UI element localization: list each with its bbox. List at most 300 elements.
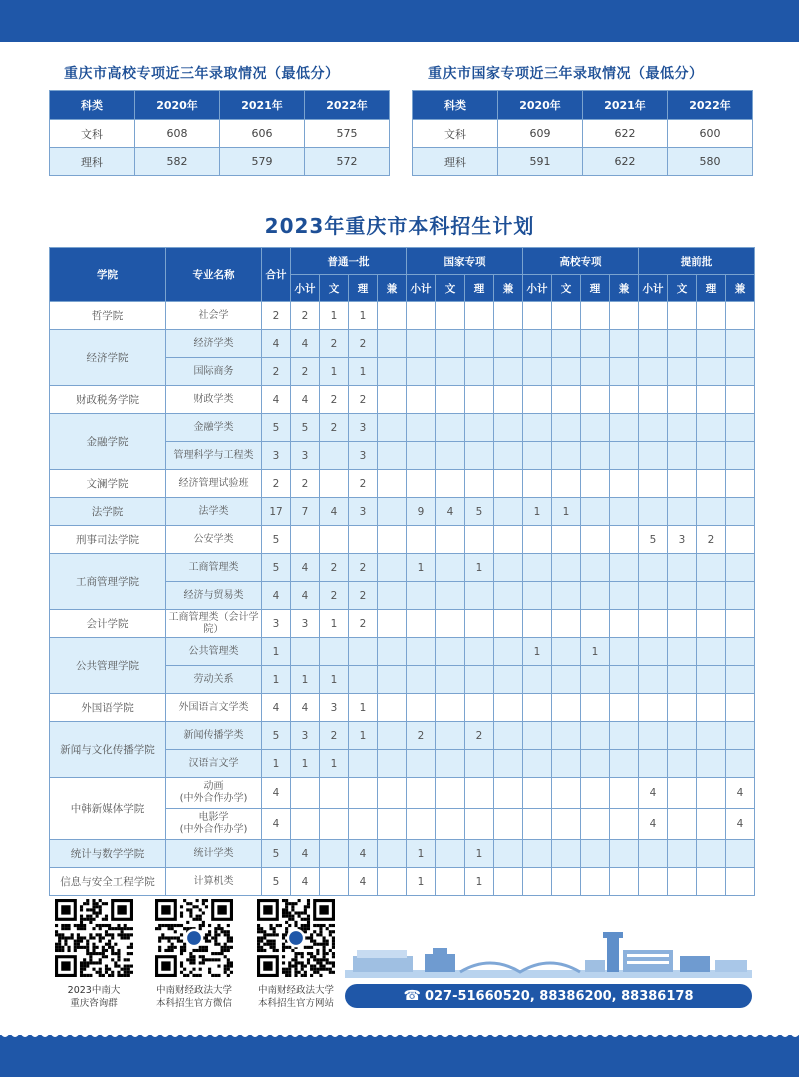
cell-count	[610, 358, 639, 386]
cell-count	[668, 582, 697, 610]
cell-count	[494, 610, 523, 638]
cell-count	[407, 470, 436, 498]
cell-count	[523, 694, 552, 722]
cell-count: 4	[349, 868, 378, 896]
table-row	[50, 414, 755, 442]
cell-count	[668, 386, 697, 414]
cell-count	[610, 722, 639, 750]
cell-count	[436, 610, 465, 638]
cell-count	[581, 778, 610, 809]
cell-count	[697, 778, 726, 809]
cell-count	[726, 302, 755, 330]
cell-count	[639, 302, 668, 330]
bottom-decor-band	[0, 1035, 799, 1077]
cell-count	[378, 582, 407, 610]
cell-count	[610, 638, 639, 666]
cell-count	[465, 442, 494, 470]
cell-count	[581, 442, 610, 470]
cell-count	[726, 358, 755, 386]
cell-count	[494, 526, 523, 554]
cell-count	[465, 778, 494, 809]
cell-count	[320, 638, 349, 666]
cell-count	[320, 442, 349, 470]
header-total: 合计	[262, 248, 291, 302]
cell-count: 3	[349, 498, 378, 526]
cell-total: 2	[262, 358, 291, 386]
cell-count: 4	[291, 840, 320, 868]
cell-count	[523, 386, 552, 414]
cell-count: 2	[320, 582, 349, 610]
cell-count: 1	[349, 358, 378, 386]
subheader-cell: 理	[465, 275, 494, 302]
cell-count: 3	[320, 694, 349, 722]
cell-count	[581, 386, 610, 414]
cell-count	[523, 809, 552, 840]
cell-count	[494, 778, 523, 809]
cell-count	[494, 666, 523, 694]
cell-count	[494, 582, 523, 610]
cell-count: 7	[291, 498, 320, 526]
cell-college: 会计学院	[50, 610, 166, 638]
cell-college: 统计与数学学院	[50, 840, 166, 868]
cell-count	[407, 750, 436, 778]
cell-count	[639, 638, 668, 666]
cell-total: 4	[262, 582, 291, 610]
cell-count: 2	[320, 386, 349, 414]
cell-count	[465, 610, 494, 638]
cell-total: 1	[262, 750, 291, 778]
subheader-cell: 兼	[494, 275, 523, 302]
cell-count	[639, 694, 668, 722]
cell-count	[436, 330, 465, 358]
cell-count	[697, 666, 726, 694]
cell-count	[378, 722, 407, 750]
cell-major	[166, 694, 262, 722]
cell-count	[436, 750, 465, 778]
cell-count	[552, 302, 581, 330]
cell-count	[465, 358, 494, 386]
cell-count: 4	[349, 840, 378, 868]
cell-count	[523, 470, 552, 498]
cell-count	[494, 302, 523, 330]
cell-count	[639, 386, 668, 414]
cell-count	[523, 778, 552, 809]
cell-count: 4	[639, 778, 668, 809]
cell-count	[610, 498, 639, 526]
cell-count: 1	[320, 610, 349, 638]
cell-count	[610, 330, 639, 358]
cell-count	[581, 358, 610, 386]
cell-count	[320, 778, 349, 809]
cell-major-text: 财政学类	[193, 393, 234, 405]
cell-count	[552, 610, 581, 638]
cell-score: 572	[305, 148, 390, 176]
cell-major-text: 经济管理试验班	[178, 477, 249, 489]
cell-count	[320, 470, 349, 498]
cell-count	[610, 470, 639, 498]
cell-major	[166, 868, 262, 896]
table-row	[50, 638, 755, 666]
table-row	[50, 694, 755, 722]
cell-score: 600	[668, 120, 753, 148]
cell-count	[407, 638, 436, 666]
cell-count: 1	[465, 840, 494, 868]
cell-count	[552, 386, 581, 414]
subheader-cell: 小计	[639, 275, 668, 302]
cell-count	[291, 638, 320, 666]
cell-count	[581, 722, 610, 750]
cell-college: 金融学院	[50, 414, 166, 470]
cell-count: 1	[465, 554, 494, 582]
cell-major-text: 劳动关系	[193, 673, 234, 685]
cell-count	[407, 582, 436, 610]
cell-count	[407, 330, 436, 358]
cell-major	[166, 330, 262, 358]
cell-count	[668, 666, 697, 694]
subheader-cell: 小计	[291, 275, 320, 302]
cell-count	[668, 610, 697, 638]
cell-count	[465, 638, 494, 666]
cell-college: 经济学院	[50, 330, 166, 386]
cell-total: 1	[262, 638, 291, 666]
cell-count	[436, 582, 465, 610]
cell-count	[494, 442, 523, 470]
cell-count	[407, 442, 436, 470]
cell-count	[639, 414, 668, 442]
cell-count	[494, 694, 523, 722]
cell-count	[697, 840, 726, 868]
cell-count	[552, 868, 581, 896]
cell-count: 2	[291, 302, 320, 330]
subheader-cell: 文	[320, 275, 349, 302]
cell-major	[166, 358, 262, 386]
cell-count	[436, 778, 465, 809]
cell-category: 理科	[50, 148, 135, 176]
cell-count	[552, 840, 581, 868]
subheader-cell: 小计	[407, 275, 436, 302]
cell-count	[697, 554, 726, 582]
cell-count	[436, 809, 465, 840]
cell-count	[581, 666, 610, 694]
cell-count	[581, 554, 610, 582]
cell-count	[436, 302, 465, 330]
cell-count: 2	[349, 386, 378, 414]
cell-count: 1	[523, 638, 552, 666]
header-2022: 2022年	[305, 91, 390, 120]
cell-total: 4	[262, 778, 291, 809]
subheader-cell: 兼	[378, 275, 407, 302]
cell-count	[552, 414, 581, 442]
cell-count	[668, 694, 697, 722]
cell-count	[697, 498, 726, 526]
cell-count	[581, 498, 610, 526]
table-national-special	[412, 90, 753, 176]
header-major: 专业名称	[166, 248, 262, 302]
cell-score: 609	[498, 120, 583, 148]
cell-category: 文科	[413, 120, 498, 148]
cell-count: 1	[291, 666, 320, 694]
cell-score: 622	[583, 148, 668, 176]
table-row	[50, 840, 755, 868]
cell-count	[407, 694, 436, 722]
cell-score: 582	[135, 148, 220, 176]
cell-count	[668, 414, 697, 442]
cell-total: 5	[262, 868, 291, 896]
cell-major	[166, 610, 262, 638]
contact-phone-bar	[345, 984, 752, 1008]
cell-count	[523, 750, 552, 778]
cell-count	[581, 750, 610, 778]
cell-count	[523, 582, 552, 610]
cell-major	[166, 470, 262, 498]
cell-count	[494, 498, 523, 526]
qr-caption-2	[139, 984, 249, 1010]
cell-count	[697, 750, 726, 778]
cell-count	[639, 666, 668, 694]
cell-major-text: 经济与贸易类	[183, 589, 244, 601]
cell-count	[639, 610, 668, 638]
cell-count	[581, 302, 610, 330]
cell-count	[639, 722, 668, 750]
cell-count	[552, 638, 581, 666]
cell-count: 1	[320, 750, 349, 778]
cell-count	[581, 694, 610, 722]
table-row	[50, 778, 755, 809]
header-group-university: 高校专项	[523, 248, 639, 275]
cell-count	[552, 666, 581, 694]
cell-count: 1	[407, 868, 436, 896]
cell-count	[436, 414, 465, 442]
cell-count	[465, 302, 494, 330]
cell-major-text: 管理科学与工程类	[173, 449, 254, 461]
cell-count	[639, 840, 668, 868]
cell-major	[166, 666, 262, 694]
cell-count	[378, 809, 407, 840]
cell-count	[552, 722, 581, 750]
cell-count: 2	[349, 582, 378, 610]
cell-score: 606	[220, 120, 305, 148]
header-category: 科类	[50, 91, 135, 120]
cell-count	[494, 554, 523, 582]
cell-count	[494, 638, 523, 666]
table-row	[50, 470, 755, 498]
cell-count	[407, 778, 436, 809]
cell-score: 580	[668, 148, 753, 176]
cell-count	[697, 610, 726, 638]
subheader-cell: 文	[668, 275, 697, 302]
cell-count	[523, 722, 552, 750]
cell-total: 1	[262, 666, 291, 694]
cell-count	[378, 386, 407, 414]
cell-count	[697, 868, 726, 896]
cell-major	[166, 386, 262, 414]
cell-count	[436, 868, 465, 896]
cell-count	[465, 414, 494, 442]
cell-count	[378, 868, 407, 896]
cell-count: 4	[726, 778, 755, 809]
cell-count	[378, 414, 407, 442]
cell-count	[523, 330, 552, 358]
cell-count	[668, 554, 697, 582]
cell-count	[668, 638, 697, 666]
cell-count	[697, 302, 726, 330]
cell-count	[610, 610, 639, 638]
header-group-regular: 普通一批	[291, 248, 407, 275]
cell-count	[581, 868, 610, 896]
cell-major-text: 动画 (中外合作办学)	[179, 781, 248, 804]
cell-count	[552, 554, 581, 582]
cell-count	[610, 526, 639, 554]
cell-count: 3	[291, 722, 320, 750]
cell-count	[407, 526, 436, 554]
cell-count	[523, 868, 552, 896]
cell-count	[407, 809, 436, 840]
qr-code-website[interactable]	[257, 899, 335, 977]
cell-count	[639, 330, 668, 358]
header-group-early: 提前批	[639, 248, 755, 275]
cell-count	[349, 638, 378, 666]
cell-college: 新闻与文化传播学院	[50, 722, 166, 778]
subheader-cell: 理	[581, 275, 610, 302]
cell-count: 1	[320, 666, 349, 694]
cell-major	[166, 582, 262, 610]
cell-count: 3	[668, 526, 697, 554]
cell-count: 5	[291, 414, 320, 442]
cell-count	[494, 358, 523, 386]
cell-count: 4	[436, 498, 465, 526]
cell-count: 2	[320, 722, 349, 750]
qr-caption-text: 中南财经政法大学 本科招生官方网站	[257, 985, 334, 1009]
cell-count	[465, 470, 494, 498]
cell-college: 工商管理学院	[50, 554, 166, 610]
cell-count	[494, 330, 523, 358]
cell-major-text: 汉语言文学	[188, 757, 239, 769]
table-row	[50, 722, 755, 750]
cell-count	[523, 554, 552, 582]
cell-count: 1	[349, 722, 378, 750]
cell-count	[726, 638, 755, 666]
cell-count	[581, 582, 610, 610]
cell-count: 2	[320, 330, 349, 358]
cell-count	[610, 778, 639, 809]
cell-total: 4	[262, 330, 291, 358]
cell-count	[407, 414, 436, 442]
cell-count: 2	[407, 722, 436, 750]
cell-count	[349, 809, 378, 840]
cell-total: 4	[262, 386, 291, 414]
cell-count	[726, 442, 755, 470]
cell-count	[668, 722, 697, 750]
cell-count	[668, 470, 697, 498]
cell-total: 2	[262, 470, 291, 498]
cell-count	[668, 302, 697, 330]
cell-count	[349, 778, 378, 809]
enrollment-plan-table	[49, 247, 755, 896]
cell-count	[349, 666, 378, 694]
cell-major	[166, 498, 262, 526]
cell-count	[378, 526, 407, 554]
cell-count	[726, 554, 755, 582]
cell-major-text: 统计学类	[193, 847, 234, 859]
cell-count	[639, 554, 668, 582]
cell-count	[726, 722, 755, 750]
cell-college: 外国语学院	[50, 694, 166, 722]
cell-count	[668, 840, 697, 868]
cell-college: 法学院	[50, 498, 166, 526]
table-row	[50, 330, 755, 358]
cell-count	[581, 414, 610, 442]
cell-count	[726, 526, 755, 554]
table-row	[50, 386, 755, 414]
cell-score: 622	[583, 120, 668, 148]
cell-count	[494, 750, 523, 778]
cell-count	[465, 386, 494, 414]
subheader-cell: 理	[697, 275, 726, 302]
cell-major-text: 金融学类	[193, 421, 234, 433]
cell-count: 2	[349, 470, 378, 498]
cell-total: 3	[262, 610, 291, 638]
cell-count	[668, 809, 697, 840]
cell-count	[523, 526, 552, 554]
cell-count: 4	[291, 330, 320, 358]
cell-count	[320, 840, 349, 868]
cell-count	[378, 442, 407, 470]
cell-count	[581, 840, 610, 868]
title-university-special: 重庆市高校专项近三年录取情况（最低分）	[64, 66, 340, 82]
cell-count	[668, 498, 697, 526]
cell-count	[378, 694, 407, 722]
cell-count	[668, 868, 697, 896]
cell-count	[436, 442, 465, 470]
cell-count	[436, 386, 465, 414]
cell-count: 1	[581, 638, 610, 666]
table-row	[50, 868, 755, 896]
header-2021: 2021年	[583, 91, 668, 120]
cell-count: 4	[320, 498, 349, 526]
qr-code-wechat[interactable]	[155, 899, 233, 977]
cell-count: 2	[349, 330, 378, 358]
cell-total: 5	[262, 526, 291, 554]
cell-count	[610, 414, 639, 442]
cell-count	[436, 666, 465, 694]
cell-count	[610, 809, 639, 840]
cell-count: 1	[523, 498, 552, 526]
cell-count	[581, 809, 610, 840]
cell-count	[378, 498, 407, 526]
table-row	[50, 526, 755, 554]
header-2021: 2021年	[220, 91, 305, 120]
cell-major	[166, 722, 262, 750]
cell-count	[552, 358, 581, 386]
cell-score: 591	[498, 148, 583, 176]
header-2020: 2020年	[498, 91, 583, 120]
cell-count	[668, 750, 697, 778]
subheader-cell: 理	[349, 275, 378, 302]
cell-count	[465, 666, 494, 694]
cell-count	[639, 442, 668, 470]
cell-count	[552, 582, 581, 610]
qr-code-consult-group[interactable]	[55, 899, 133, 977]
cell-count	[552, 750, 581, 778]
cell-count: 9	[407, 498, 436, 526]
cell-count	[552, 809, 581, 840]
cell-major	[166, 302, 262, 330]
cell-count	[581, 610, 610, 638]
cell-count: 2	[291, 358, 320, 386]
cell-count: 1	[291, 750, 320, 778]
cell-count	[726, 750, 755, 778]
header-2022: 2022年	[668, 91, 753, 120]
